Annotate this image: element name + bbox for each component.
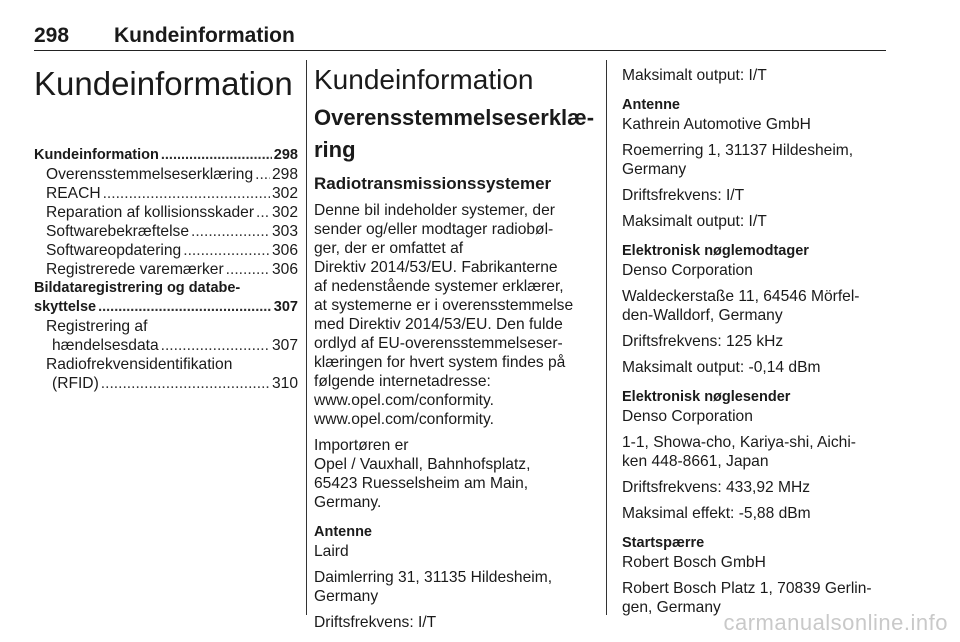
toc-item-line[interactable]: Registrering af <box>46 318 148 335</box>
main-content <box>314 60 595 639</box>
address: Roemerring 1, 31137 Hildesheim, Germany <box>622 142 854 178</box>
toc-item[interactable]: Registrerede varemærker ..... 306 <box>34 260 298 279</box>
company: Kathrein Automotive GmbH <box>622 116 811 133</box>
block-heading: Elektronisk nøglemodtager <box>622 243 809 259</box>
block-heading: Startspærre <box>622 535 705 551</box>
company: Denso Corporation <box>622 408 753 425</box>
output: Maksimalt output: I/T <box>622 213 767 230</box>
paragraph: Importøren er Opel / Vauxhall, Bahnhofsplatz, 65423 Ruesselsheim am Main, Germany. <box>314 437 531 511</box>
heading-line: ring <box>314 137 356 162</box>
output: Maksimalt output: I/T <box>622 67 767 84</box>
toc-page: 298 <box>273 147 298 163</box>
heading-line: Overensstemmelseserklæ- <box>314 105 595 130</box>
side-content <box>622 60 886 624</box>
watermark: carmanualsonline.info <box>723 610 948 635</box>
block-heading: Elektronisk nøglesender <box>622 389 791 405</box>
toc-item[interactable]: Softwareopdatering ..... 306 <box>34 241 298 260</box>
address: Waldeckerstaße 11, 64546 Mörfel- den-Walldorf, Germany <box>622 288 860 324</box>
toc-item[interactable]: (RFID) ..... 310 <box>34 374 298 393</box>
block-heading: Antenne <box>314 524 372 540</box>
frequency: Driftsfrekvens: I/T <box>622 187 745 204</box>
output: Maksimal effekt: -5,88 dBm <box>622 505 811 522</box>
company: Denso Corporation <box>622 262 753 279</box>
toc-item[interactable]: Overensstemmelseserklæring ..... 298 <box>34 165 298 184</box>
toc-item[interactable]: REACH ..... 302 <box>34 184 298 203</box>
toc-item-line[interactable]: Radiofrekvensidentifikation <box>46 356 233 373</box>
conformity-link[interactable]: www.opel.com/conformity. <box>314 411 494 428</box>
toc-item[interactable]: Reparation af kollisionsskader ..... 302 <box>34 203 298 222</box>
page-header <box>34 20 886 51</box>
toc-section[interactable] <box>34 146 298 165</box>
address: Daimlerring 31, 31135 Hildesheim, Germany <box>314 569 553 605</box>
address: Robert Bosch Platz 1, 70839 Gerlin- gen, Germany <box>622 580 872 616</box>
toc-item[interactable]: hændelsesdata ..... 307 <box>34 336 298 355</box>
header-title: Kundeinformation <box>114 24 295 47</box>
subheading: Radiotransmissionssystemer <box>314 174 552 193</box>
frequency: Driftsfrekvens: 125 kHz <box>622 333 784 350</box>
address: 1-1, Showa-cho, Kariya-shi, Aichi- ken 448-8661, Japan <box>622 434 857 470</box>
toc-section-label[interactable]: Bildataregistrering og databe- <box>34 280 241 296</box>
frequency: Driftsfrekvens: I/T <box>314 614 437 631</box>
toc-title: Kundeinformation <box>34 65 293 102</box>
section-title: Kundeinformation <box>314 64 534 95</box>
frequency: Driftsfrekvens: 433,92 MHz <box>622 479 811 496</box>
page-number: 298 <box>34 24 70 47</box>
paragraph: Denne bil indeholder systemer, der sender og/eller modtager radiobøl- ger, der er omfattet af Direktiv 2014/53/EU. Fabrikanterne af nedenstående systemer erklærer, at systemerne er i overensstemmelse med Direktiv 2014/53/EU. Den fulde ordlyd af EU-overensstemmelseser- klæringen for hvert system findes på følgende internetadresse: www.opel.com/conformity. www.opel.com/conformity. <box>314 201 592 429</box>
column-divider <box>306 60 307 615</box>
toc-section[interactable]: skyttelse ..... 307 <box>34 298 298 317</box>
column-divider <box>606 60 607 615</box>
conformity-link[interactable]: www.opel.com/conformity. <box>314 392 494 409</box>
table-of-contents <box>34 60 298 393</box>
output: Maksimalt output: -0,14 dBm <box>622 359 821 376</box>
toc-item[interactable]: Softwarebekræftelse ..... 303 <box>34 222 298 241</box>
block-heading: Antenne <box>622 97 680 113</box>
toc-section-label: Kundeinformation <box>34 147 159 163</box>
company: Laird <box>314 543 349 560</box>
company: Robert Bosch GmbH <box>622 554 766 571</box>
